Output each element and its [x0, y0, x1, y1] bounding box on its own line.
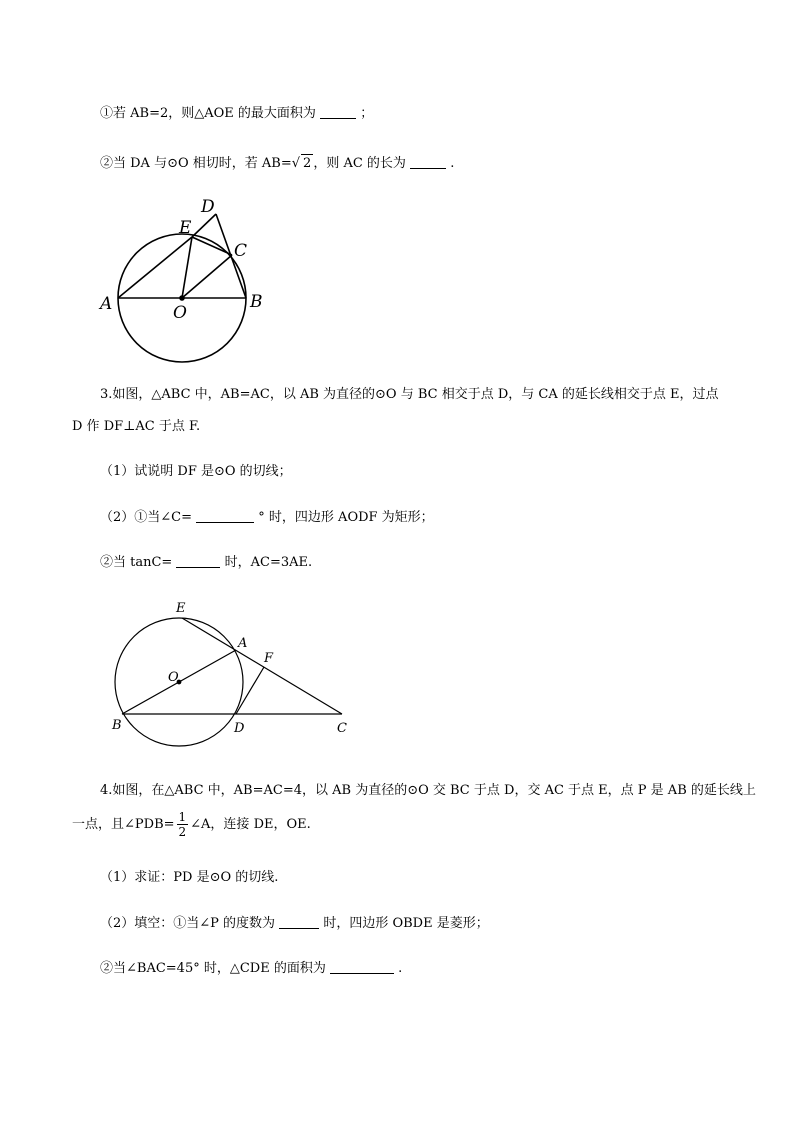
- label-e: E: [176, 601, 186, 616]
- q4-stem2-b: ∠A，连接 DE，OE.: [190, 817, 311, 832]
- q4-sub1: （1）求证：PD 是⊙O 的切线.: [100, 870, 279, 885]
- fraction-denominator: 2: [178, 825, 187, 839]
- q4-sub2-b: 时，四边形 OBDE 是菱形；: [323, 916, 489, 931]
- sqrt-symbol: √: [291, 156, 301, 171]
- label-f: F: [264, 651, 274, 666]
- q4-sub3: [100, 959, 402, 978]
- q3-stem-line2: D 作 DF⊥AC 于点 F.: [72, 419, 201, 434]
- q4-sub3-b: .: [398, 961, 403, 976]
- q3-sub2: [100, 508, 434, 527]
- q3-sub2-a: （2）①当∠C=: [100, 510, 193, 525]
- part2-text-a: ②当 DA 与⊙O 相切时，若 AB=: [100, 156, 292, 171]
- figure1-segment-oc: [182, 255, 232, 298]
- label-a: A: [238, 636, 248, 651]
- sqrt-radicand: 2: [303, 156, 312, 171]
- figure1-segment-ed: [192, 214, 216, 237]
- label-o: O: [173, 303, 187, 323]
- label-b: B: [250, 292, 263, 312]
- figure1-segment-oe: [182, 237, 192, 298]
- answer-blank[interactable]: [330, 959, 394, 974]
- q3-sub3-b: 时，AC=3AE.: [224, 555, 313, 570]
- label-c: C: [234, 241, 248, 261]
- figure2-segment-df: [236, 667, 264, 714]
- figure-1-labels: [98, 197, 263, 323]
- figure-2-labels: [111, 601, 347, 736]
- q4-sub3-a: ②当∠BAC=45° 时，△CDE 的面积为: [100, 961, 326, 976]
- answer-blank[interactable]: [196, 508, 254, 523]
- part2-end: .: [450, 156, 455, 171]
- q3-sub3: [100, 553, 312, 572]
- label-c: C: [337, 721, 347, 736]
- figure2-segment-ec: [182, 618, 342, 714]
- q4-stem2-a: 一点，且∠PDB=: [72, 817, 175, 832]
- label-e: E: [179, 218, 192, 238]
- q3-sub2-b: ° 时，四边形 AODF 为矩形；: [258, 510, 434, 525]
- q3-stem-line1: 3.如图，△ABC 中，AB=AC，以 AB 为直径的⊙O 与 BC 相交于点 D，与 CA 的延长线相交于点 E，过点: [100, 387, 719, 402]
- q4-sub2-a: （2）填空：①当∠P 的度数为: [100, 916, 276, 931]
- figure1-center-point: [180, 296, 184, 300]
- part1-end: ；: [360, 106, 374, 121]
- q4-stem-line2: [72, 810, 311, 840]
- label-b: B: [112, 718, 122, 733]
- fraction-numerator: 1: [178, 810, 187, 824]
- q3-sub1: （1）试说明 DF 是⊙O 的切线；: [100, 464, 292, 479]
- label-o: O: [168, 670, 179, 685]
- figure1-segment-ae: [118, 237, 192, 298]
- fraction-one-half: [177, 810, 189, 839]
- part1-text: ①若 AB=2，则△AOE 的最大面积为: [100, 106, 316, 121]
- answer-blank[interactable]: [176, 553, 220, 568]
- part2-text-b: ，则 AC 的长为: [313, 156, 406, 171]
- figure-2: [115, 618, 342, 746]
- label-d: D: [201, 197, 215, 217]
- answer-blank[interactable]: [279, 914, 319, 929]
- q4-stem-line1: 4.如图，在△ABC 中，AB=AC=4，以 AB 为直径的⊙O 交 BC 于点 D，交 AC 于点 E，点 P 是 AB 的延长线上: [100, 783, 756, 798]
- label-a: A: [100, 294, 113, 314]
- q3-sub3-a: ②当 tanC=: [100, 555, 173, 570]
- q4-sub2: [100, 914, 489, 933]
- label-d: D: [234, 721, 245, 736]
